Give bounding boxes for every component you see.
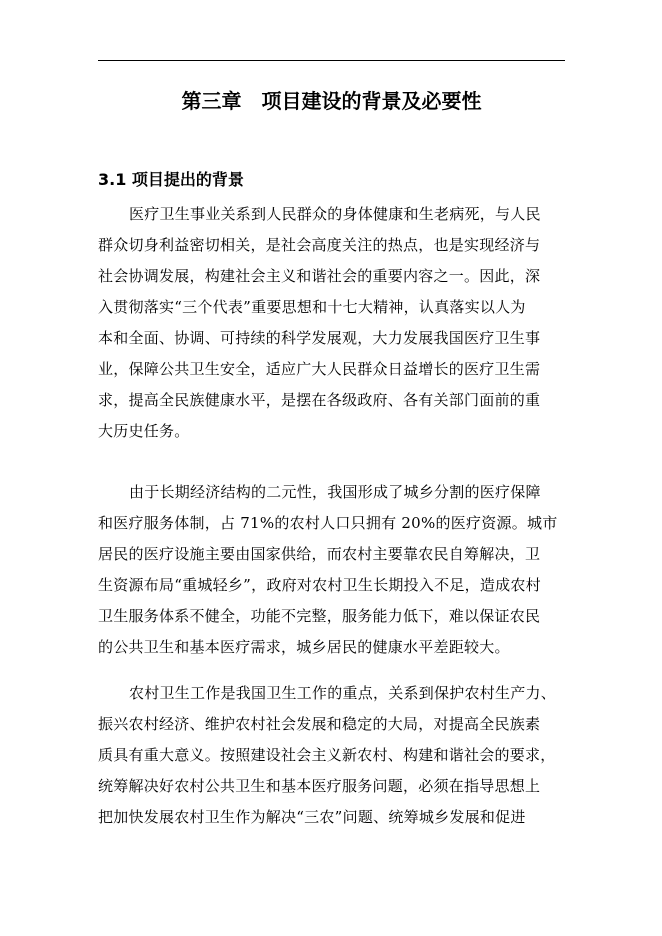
paragraph-line: 本和全面、协调、可持续的科学发展观，大力发展我国医疗卫生事 xyxy=(98,329,541,347)
paragraph-line: 业，保障公共卫生安全，适应广大人民群众日益增长的医疗卫生需 xyxy=(98,360,541,378)
paragraph-line: 生资源布局“重城轻乡”，政府对农村卫生长期投入不足，造成农村 xyxy=(98,576,541,594)
paragraph-line: 统筹解决好农村公共卫生和基本医疗服务问题，必须在指导思想上 xyxy=(98,777,541,795)
paragraph-line: 由于长期经济结构的二元性，我国形成了城乡分割的医疗保障 xyxy=(129,483,541,501)
paragraph-line: 入贯彻落实“三个代表”重要思想和十七大精神，认真落实以人为 xyxy=(98,298,526,316)
header-rule xyxy=(98,60,565,61)
section-title: 3.1 项目提出的背景 xyxy=(98,170,244,189)
paragraph-line: 大历史任务。 xyxy=(98,422,190,440)
paragraph-line: 居民的医疗设施主要由国家供给，而农村主要靠农民自筹解决，卫 xyxy=(98,545,541,563)
paragraph-line: 的公共卫生和基本医疗需求，城乡居民的健康水平差距较大。 xyxy=(98,638,510,656)
paragraph-line: 农村卫生工作是我国卫生工作的重点，关系到保护农村生产力、 xyxy=(129,684,557,702)
paragraph-line: 医疗卫生事业关系到人民群众的身体健康和生老病死，与人民 xyxy=(129,205,541,223)
paragraph-line: 振兴农村经济、维护农村社会发展和稳定的大局，对提高全民族素 xyxy=(98,715,541,733)
paragraph-line: 质具有重大意义。按照建设社会主义新农村、构建和谐社会的要求， xyxy=(98,746,556,764)
paragraph-line: 群众切身利益密切相关，是社会高度关注的热点，也是实现经济与 xyxy=(98,236,541,254)
chapter-title: 第三章 项目建设的背景及必要性 xyxy=(181,89,482,113)
paragraph-line: 把加快发展农村卫生作为解决“三农”问题、统筹城乡发展和促进 xyxy=(98,808,526,826)
paragraph-line: 求，提高全民族健康水平，是摆在各级政府、各有关部门面前的重 xyxy=(98,391,541,409)
paragraph-line: 社会协调发展，构建社会主义和谐社会的重要内容之一。因此，深 xyxy=(98,267,541,285)
paragraph-line: 和医疗服务体制，占 71%的农村人口只拥有 20%的医疗资源。城市 xyxy=(98,514,558,532)
paragraph-line: 卫生服务体系不健全，功能不完整，服务能力低下，难以保证农民 xyxy=(98,607,541,625)
